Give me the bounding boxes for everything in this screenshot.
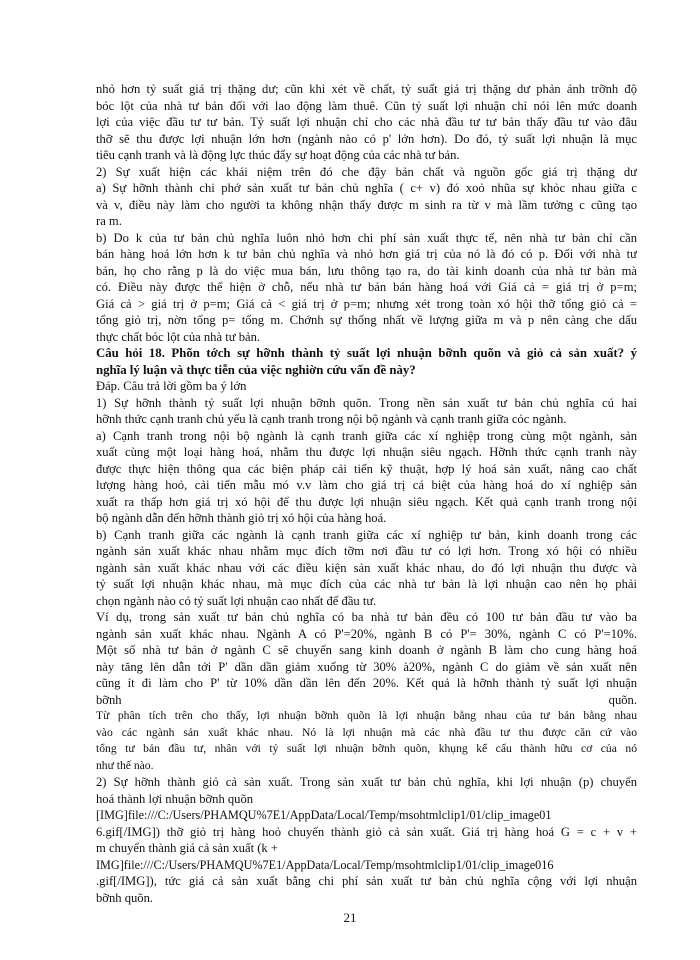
text-line: chọn ngành nào có tỷ suất lợi nhuận cao nhất để đầu tư. [96,593,377,608]
text-line: 2) Sự xuất hiện các khái niệm trên đó che đậy bản chất và nguồn gốc giá trị thặng dư [96,164,637,179]
text-line: Ví dụ, trong sản xuất tư bản chủ nghĩa có ba nhà tư bản đều có 100 tư bản đầu tư vào ba [96,610,637,624]
text-line: Giá cả > giá trị ở p=m; Giá cả < giá trị ở p=m; nhưng xét trong toàn xó hội thỡ tổng giỏ cả = [96,296,637,311]
text-line: b) Cạnh tranh giữa các ngành là cạnh tranh giữa các xí nghiệp tư bản, kinh doanh trong các [96,527,637,542]
text-line: thỡ sẽ thu được lợi nhuận lớn hơn (ngành nào có p' lớn hơn). Do đó, tỷ suất lợi nhuận là mục [96,131,637,146]
page-number: 21 [343,910,357,925]
text-line: tiêu cạnh tranh và là động lực thúc đẩy sự hoạt động của các nhà tư bản. [96,148,460,162]
text-line: Đáp. Câu trả lời gồm ba ý lớn [96,379,247,393]
text-line: xuất cùng một loại hàng hoá, nhằm thu được lợi nhuận siêu ngạch. Hỡnh thức cạnh tranh này [96,445,637,459]
text-line: ngành sản xuất khác nhau nhằm mục đích tỡm nơi đầu tư có lợi hơn. Trong xó hội có nhiều [96,544,637,558]
text-line: bán hàng hoá lớn hơn k tư bản chủ nghĩa và nhỏ hơn giá trị của nó là đó có p. Đối với nhà tư [96,247,637,261]
question-heading-line: Câu hỏi 18. Phõn tớch sự hỡnh thành tỷ suất lợi nhuận bỡnh quõn và giỏ cả sản xuất? ý [96,346,637,360]
text-line: Một số nhà tư bản ở ngành C sẽ chuyển sang kinh doanh ở ngành B làm cho cung hàng hoá [96,643,637,657]
text-line: nhỏ hơn tỷ suất giá trị thặng dư; cũn khi xét về chất, tỷ suất giá trị thặng dư phản ánh trỡnh độ [96,82,637,96]
text-line: hỡnh thức cạnh tranh chủ yếu là cạnh tranh trong nội bộ ngành và cạnh tranh giữa cỏc ngành. [96,412,567,426]
text-line: tỷ suất lợi nhuận khác nhau, mà mục đích của các nhà tư bản là lợi nhuận cao nên họ phải [96,577,637,591]
text-line: b) Do k của tư bản chủ nghĩa luôn nhỏ hơn chi phí sản xuất thực tế, nên nhà tư bản chỉ cần [96,230,637,245]
text-line: cũng ít đi làm cho P' từ 10% dần dần lên đến 20%. Kết quả là hỡnh thành tỷ suất lợi nhuận [96,676,637,690]
text-line: tổng tư bản đầu tư, nhân với tỷ suất lợi nhuận bỡnh quõn, khụng kể cấu thành hữu cơ của nó [96,742,637,755]
text-line: ra m. [96,214,122,228]
text-line: 6.gif[/IMG]) thỡ giỏ trị hàng hoỏ chuyển thành giỏ cả sản xuất. Giá trị hàng hoá G = c + v + [96,824,637,839]
text-line: thực chất bóc lột của nhà tư bản. [96,329,261,344]
text-line: bỡnh quõn. [96,692,637,707]
text-line: a) Sự hỡnh thành chi phớ sản xuất tư bản chủ nghĩa ( c+ v) đó xoỏ nhũa sự khỏc nhau giữa c [96,181,637,195]
text-line: bộ ngành dẫn đến hỡnh thành giỏ trị xó hội của hàng hoá. [96,511,387,525]
document-body [96,81,637,906]
text-line: a) Cạnh tranh trong nội bộ ngành là cạnh tranh giữa các xí nghiệp trong cùng một ngành, sản [96,428,637,443]
text-line: IMG]file:///C:/Users/PHAMQU%7E1/AppData/Local/Temp/msohtmlclip1/01/clip_image016 [96,857,554,872]
text-line: vào các ngành sản xuất khác nhau. Nó là lợi nhuận mà các nhà đầu tư thu được căn cứ vào [96,725,637,739]
text-line: như thế nào. [96,758,154,772]
text-line: 2) Sự hỡnh thành giỏ cả sản xuất. Trong sản xuất tư bản chủ nghĩa, khi lợi nhuận (p) chuyển [96,775,637,789]
text-line: bỡnh quõn. [96,890,154,905]
text-line: bản, họ cho rằng p là do việc mua bán, lưu thông tạo ra, do tài kinh doanh của nhà tư bản mà [96,263,637,278]
text-line: ngành sản xuất khác nhau. Ngành A có P'=20%, ngành B có P'= 30%, ngành C có P'=10%. [96,626,637,641]
text-line: Từ phân tích trên cho thấy, lợi nhuận bỡnh quõn là lợi nhuận bằng nhau của tư bản bằng nhau [96,709,637,722]
text-line: lợi của việc đầu tư tư bản. Tỷ suất lợi nhuận chỉ cho các nhà đầu tư tư bản thấy đầu tư vào đâu [96,115,637,129]
question-heading-line: nghĩa lý luận và thực tiễn của việc nghiờn cứu vấn đề này? [96,362,416,377]
text-line: và v, điều này làm cho người ta không nhận thấy được m sinh ra từ v mà lầm tưởng c cũng tạo [96,197,637,212]
text-line: bóc lột của nhà tư bản đối với lao động làm thuê. Cũn tỷ suất lợi nhuận chỉ nói lên mức doanh [96,98,637,113]
text-line: hoá thành lợi nhuận bỡnh quõn [96,791,254,806]
text-line: ngành sản xuất khác nhau với các điều kiện sản xuất khác nhau, do đó lợi nhuận thu được và [96,560,637,575]
text-line: [IMG]file:///C:/Users/PHAMQU%7E1/AppData/Local/Temp/msohtmlclip1/01/clip_image01 [96,808,552,822]
text-line: tổng giỏ trị, nờn tổng p= tổng m. Chớnh sự thống nhất về lượng giữa m và p nên càng che dấu [96,313,637,327]
text-line: 1) Sự hỡnh thành tỷ suất lợi nhuận bỡnh quõn. Trong nền sản xuất tư bản chủ nghĩa cú hai [96,395,637,410]
text-line: này tăng lên dẫn tới P' dần dần giảm xuống từ 30% à20%, ngành C do giảm về sản xuất nên [96,659,637,674]
text-line: m chuyển thành giá cả sản xuất (k + [96,841,278,855]
text-line: có. Điều này được thể hiện ở chỗ, nếu nhà tư bản bán hàng hoá với Giá cả = giá trị ở p=m; [96,280,637,294]
text-line: được thực hiện thông qua các biện pháp cải tiến kỹ thuật, hợp lý hoá sản xuất, nâng cao chất [96,461,637,476]
text-line: xuất ra thấp hơn giá trị xó hội để thu được lợi nhuận siêu ngạch. Kết quả cạnh tranh trong nội [96,494,637,509]
text-line: lượng hàng hoỏ, cải tiến mẫu mó v.v làm cho giá trị cá biệt của hàng hoá do xí nghiệp sản [96,478,637,492]
text-line: .gif[/IMG]), tức giá cả sản xuất bằng chi phí sản xuất tư bản chủ nghĩa cộng với lợi nhuận [96,874,637,888]
